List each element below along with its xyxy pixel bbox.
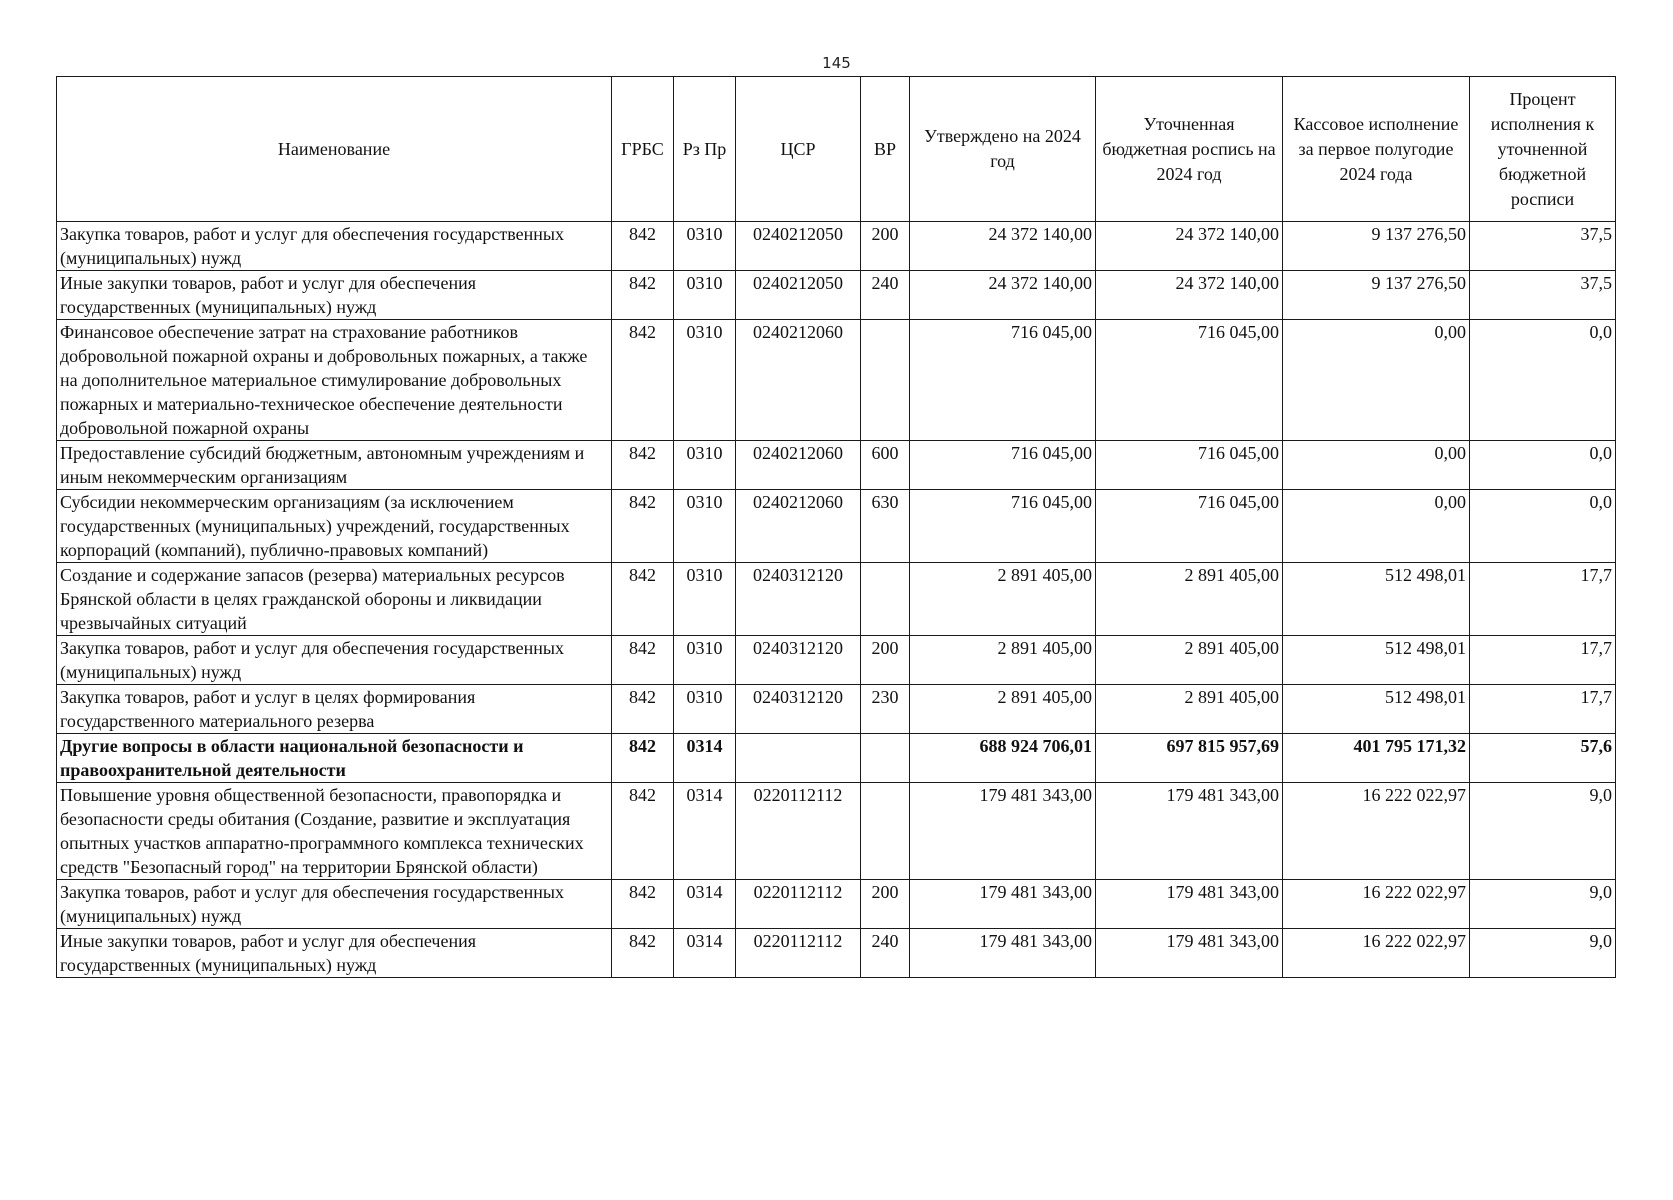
cell-csr: 0240212060 [736,320,861,441]
cell-name: Предоставление субсидий бюджетным, автономным учреждениям и иным некоммерческим организациям [57,441,612,490]
cell-refined: 179 481 343,00 [1096,929,1283,978]
cell-rzpr: 0310 [674,490,736,563]
cell-name: Иные закупки товаров, работ и услуг для обеспечения государственных (муниципальных) нужд [57,929,612,978]
cell-grbs: 842 [612,685,674,734]
cell-csr: 0220112112 [736,880,861,929]
header-percent: Процент исполнения к уточненной бюджетной росписи [1470,77,1616,222]
cell-cash: 16 222 022,97 [1283,880,1470,929]
table-row [57,222,1616,271]
table-row [57,563,1616,636]
cell-refined: 716 045,00 [1096,320,1283,441]
cell-csr: 0240212050 [736,222,861,271]
table-row [57,441,1616,490]
cell-cash: 9 137 276,50 [1283,271,1470,320]
cell-rzpr: 0310 [674,320,736,441]
cell-grbs: 842 [612,783,674,880]
cell-vr: 200 [861,222,910,271]
cell-grbs: 842 [612,734,674,783]
cell-vr: 200 [861,636,910,685]
cell-percent: 9,0 [1470,880,1616,929]
cell-rzpr: 0310 [674,636,736,685]
cell-name: Другие вопросы в области национальной безопасности и правоохранительной деятельности [57,734,612,783]
cell-refined: 2 891 405,00 [1096,685,1283,734]
cell-percent: 0,0 [1470,320,1616,441]
cell-approved: 24 372 140,00 [910,222,1096,271]
header-rzpr: Рз Пр [674,77,736,222]
cell-approved: 716 045,00 [910,320,1096,441]
cell-name: Закупка товаров, работ и услуг в целях формирования государственного материального резерва [57,685,612,734]
cell-vr: 240 [861,271,910,320]
cell-grbs: 842 [612,636,674,685]
cell-name: Субсидии некоммерческим организациям (за исключением государственных (муниципальных) учреждений, государственных корпораций (компаний), публично-правовых компаний) [57,490,612,563]
cell-grbs: 842 [612,441,674,490]
cell-grbs: 842 [612,320,674,441]
cell-cash: 16 222 022,97 [1283,929,1470,978]
cell-name: Финансовое обеспечение затрат на страхование работников добровольной пожарной охраны и добровольных пожарных, а также на дополнительное материальное стимулирование добровольных пожарных и материально-техническое обеспечение деятельности добровольной пожарной охраны [57,320,612,441]
cell-cash: 9 137 276,50 [1283,222,1470,271]
cell-grbs: 842 [612,490,674,563]
cell-vr [861,783,910,880]
cell-csr: 0240212060 [736,490,861,563]
cell-csr: 0240312120 [736,563,861,636]
cell-refined: 2 891 405,00 [1096,636,1283,685]
cell-grbs: 842 [612,222,674,271]
cell-csr: 0220112112 [736,783,861,880]
cell-cash: 512 498,01 [1283,563,1470,636]
cell-vr [861,563,910,636]
header-csr: ЦСР [736,77,861,222]
header-grbs: ГРБС [612,77,674,222]
cell-grbs: 842 [612,880,674,929]
cell-vr: 230 [861,685,910,734]
cell-csr: 0240312120 [736,636,861,685]
cell-approved: 24 372 140,00 [910,271,1096,320]
cell-name: Закупка товаров, работ и услуг для обеспечения государственных (муниципальных) нужд [57,880,612,929]
cell-percent: 0,0 [1470,441,1616,490]
cell-vr [861,320,910,441]
cell-approved: 179 481 343,00 [910,783,1096,880]
cell-name: Повышение уровня общественной безопасности, правопорядка и безопасности среды обитания (Создание, развитие и эксплуатация опытных участков аппаратно-программного комплекса технических средств "Безопасный город" на территории Брянской области) [57,783,612,880]
cell-approved: 716 045,00 [910,441,1096,490]
cell-percent: 37,5 [1470,271,1616,320]
cell-percent: 17,7 [1470,685,1616,734]
cell-percent: 57,6 [1470,734,1616,783]
cell-vr: 240 [861,929,910,978]
header-cash: Кассовое исполнение за первое полугодие 2024 года [1283,77,1470,222]
cell-refined: 179 481 343,00 [1096,880,1283,929]
header-row [57,77,1616,222]
header-vr: ВР [861,77,910,222]
cell-cash: 512 498,01 [1283,685,1470,734]
cell-cash: 16 222 022,97 [1283,783,1470,880]
cell-csr: 0240312120 [736,685,861,734]
cell-percent: 17,7 [1470,563,1616,636]
cell-csr: 0240212060 [736,441,861,490]
cell-cash: 0,00 [1283,320,1470,441]
page-number: 145 [822,54,851,72]
cell-approved: 2 891 405,00 [910,685,1096,734]
table-header [57,77,1616,222]
table-row [57,490,1616,563]
cell-grbs: 842 [612,929,674,978]
cell-percent: 9,0 [1470,929,1616,978]
table-row [57,685,1616,734]
cell-vr: 630 [861,490,910,563]
cell-refined: 24 372 140,00 [1096,271,1283,320]
table-row [57,320,1616,441]
table-row [57,880,1616,929]
cell-csr: 0240212050 [736,271,861,320]
cell-refined: 716 045,00 [1096,490,1283,563]
cell-percent: 9,0 [1470,783,1616,880]
cell-rzpr: 0310 [674,685,736,734]
cell-approved: 2 891 405,00 [910,563,1096,636]
cell-refined: 716 045,00 [1096,441,1283,490]
cell-approved: 688 924 706,01 [910,734,1096,783]
cell-refined: 179 481 343,00 [1096,783,1283,880]
cell-percent: 37,5 [1470,222,1616,271]
cell-refined: 2 891 405,00 [1096,563,1283,636]
cell-percent: 17,7 [1470,636,1616,685]
cell-refined: 24 372 140,00 [1096,222,1283,271]
cell-rzpr: 0310 [674,563,736,636]
cell-rzpr: 0310 [674,222,736,271]
table-row [57,734,1616,783]
cell-approved: 179 481 343,00 [910,880,1096,929]
cell-approved: 179 481 343,00 [910,929,1096,978]
cell-rzpr: 0314 [674,880,736,929]
cell-grbs: 842 [612,271,674,320]
cell-rzpr: 0310 [674,441,736,490]
header-approved: Утверждено на 2024 год [910,77,1096,222]
cell-cash: 401 795 171,32 [1283,734,1470,783]
table-row [57,636,1616,685]
cell-grbs: 842 [612,563,674,636]
budget-table [56,76,1616,978]
cell-vr: 200 [861,880,910,929]
cell-csr: 0220112112 [736,929,861,978]
table-row [57,783,1616,880]
cell-cash: 0,00 [1283,490,1470,563]
cell-rzpr: 0314 [674,734,736,783]
cell-vr [861,734,910,783]
cell-refined: 697 815 957,69 [1096,734,1283,783]
cell-approved: 716 045,00 [910,490,1096,563]
header-refined: Уточненная бюджетная роспись на 2024 год [1096,77,1283,222]
cell-rzpr: 0314 [674,783,736,880]
table-row [57,929,1616,978]
cell-csr [736,734,861,783]
cell-rzpr: 0310 [674,271,736,320]
cell-name: Создание и содержание запасов (резерва) материальных ресурсов Брянской области в целях гражданской обороны и ликвидации чрезвычайных ситуаций [57,563,612,636]
cell-cash: 512 498,01 [1283,636,1470,685]
cell-percent: 0,0 [1470,490,1616,563]
cell-name: Закупка товаров, работ и услуг для обеспечения государственных (муниципальных) нужд [57,636,612,685]
header-name: Наименование [57,77,612,222]
cell-cash: 0,00 [1283,441,1470,490]
cell-vr: 600 [861,441,910,490]
table-row [57,271,1616,320]
cell-approved: 2 891 405,00 [910,636,1096,685]
cell-rzpr: 0314 [674,929,736,978]
cell-name: Иные закупки товаров, работ и услуг для обеспечения государственных (муниципальных) нужд [57,271,612,320]
cell-name: Закупка товаров, работ и услуг для обеспечения государственных (муниципальных) нужд [57,222,612,271]
table-body [57,222,1616,978]
